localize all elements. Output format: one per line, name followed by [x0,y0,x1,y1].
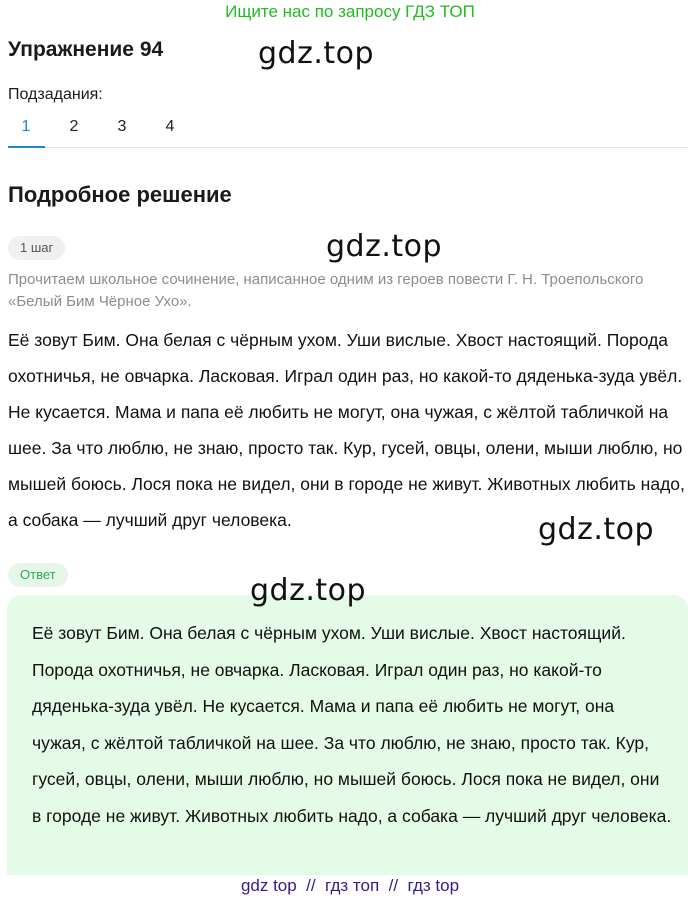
tab-subtask-2[interactable]: 2 [69,118,79,135]
answer-text: Её зовут Бим. Она белая с чёрным ухом. Уши вислые. Хвост настоящий. Порода охотничья, не овчарка. Ласковая. Играл один раз, но какой-то дяденька-зуда увёл. Не кусается. Мама и папа её любить не могут, она чужая, с жёлтой табличкой на шее. За что люблю, не знаю, просто так. Кур, гусей, овцы, олени, мыши люблю, но мышей боюсь. Лося пока не видел, они в городе не живут. Животных любить надо, а собака — лучший друг человека. [32,623,672,826]
solution-text: Её зовут Бим. Она белая с чёрным ухом. Уши вислые. Хвост настоящий. Порода охотничья, не овчарка. Ласковая. Играл один раз, но какой-то дяденька-зуда увёл. Не кусается. Мама и папа её любить не могут, она чужая, с жёлтой табличкой на шее. За что люблю, не знаю, просто так. Кур, гусей, овцы, олени, мыши люблю, но мышей боюсь. Лося пока не видел, они в городе не живут. Животных любить надо, а собака — лучший друг человека. [8,330,685,530]
watermark: gdz.top [250,573,367,608]
intro-text: Прочитаем школьное сочинение, написанное одним из героев повести Г. Н. Троепольского «Белый Бим Чёрное Ухо». [8,271,644,310]
answer-box [7,595,688,875]
subtasks-label: Подзадания: [8,86,103,103]
tab-subtask-1[interactable]: 1 [21,118,31,135]
tab-subtask-4[interactable]: 4 [165,118,175,135]
subtask-tabs [8,113,688,148]
answer-badge: Ответ [8,563,68,587]
watermark: gdz.top [538,512,655,547]
tab-subtask-3[interactable]: 3 [117,118,127,135]
active-tab-indicator [8,146,45,148]
search-banner: Ищите нас по запросу ГДЗ ТОП [225,2,475,21]
watermark: gdz.top [326,229,443,264]
footer-links: gdz top // гдз топ // гдз top [240,876,460,895]
page-title: Упражнение 94 [8,38,164,61]
solution-heading: Подробное решение [8,182,232,207]
step-badge: 1 шаг [8,236,65,260]
watermark: gdz.top [258,36,375,71]
